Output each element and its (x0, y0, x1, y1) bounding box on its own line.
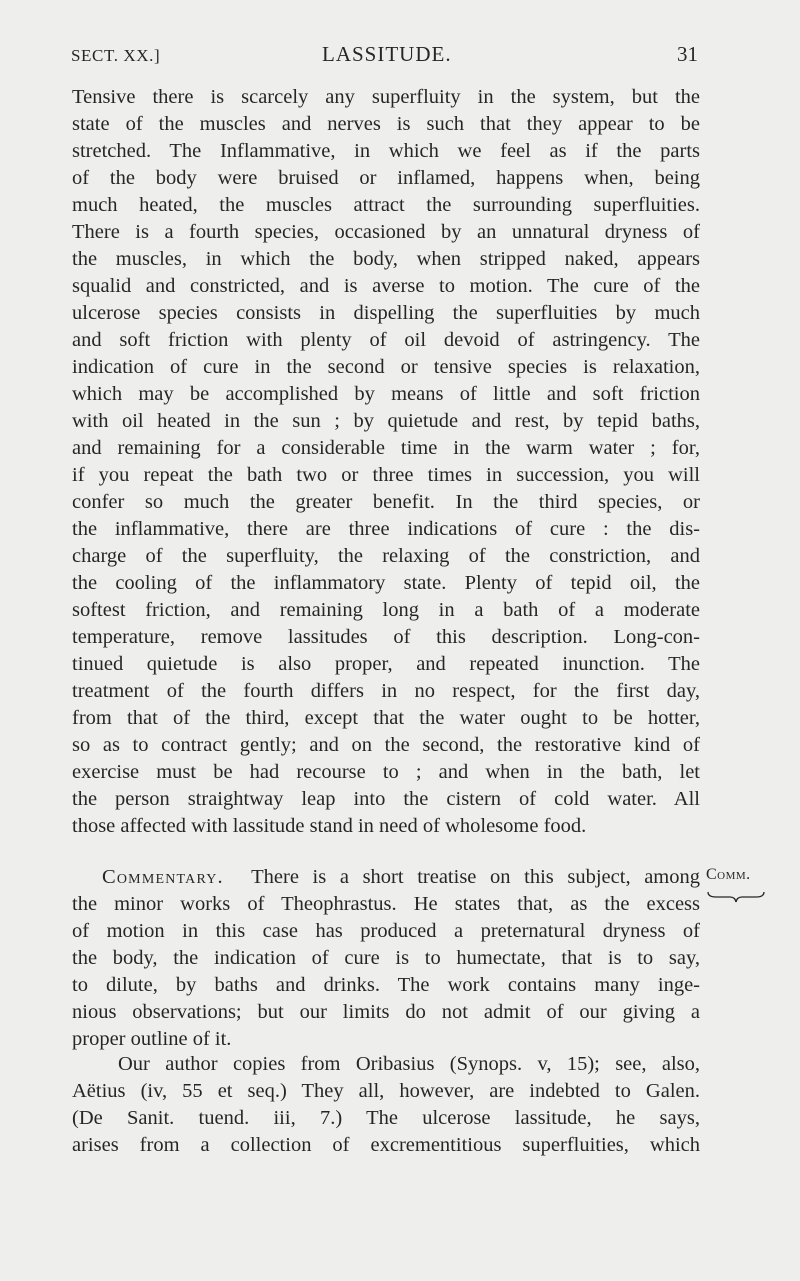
text-line: tinued quietude is also proper, and repeated inunction. The (72, 653, 700, 675)
text-line: and remaining for a considerable time in the warm water ; for, (72, 437, 700, 459)
paragraph-treatment (72, 84, 700, 840)
text-line: confer so much the greater benefit. In the third species, or (72, 491, 700, 513)
paragraph-sources (72, 1051, 700, 1159)
text-line (72, 864, 700, 891)
text-line: to dilute, by baths and drinks. The work contains many inge- (72, 974, 700, 996)
text-line: ulcerose species consists in dispelling the superfluities by much (72, 302, 700, 324)
text-line: and soft friction with plenty of oil devoid of astringency. The (72, 329, 700, 351)
text-line: arises from a collection of excrementitious superfluities, which (72, 1134, 700, 1156)
text-line: temperature, remove lassitudes of this description. Long-con- (72, 626, 700, 648)
running-head (0, 40, 800, 70)
text-line: which may be accomplished by means of little and soft friction (72, 383, 700, 405)
chapter-title: LASSITUDE. (322, 42, 452, 66)
text-line: Our author copies from Oribasius (Synops. v, 15); see, also, (118, 1053, 700, 1075)
text-line: the body, the indication of cure is to humectate, that is to say, (72, 947, 700, 969)
text-line: much heated, the muscles attract the surrounding superfluities. (72, 194, 700, 216)
text-line: Aëtius (iv, 55 et seq.) They all, however, are indebted to Galen. (72, 1080, 700, 1102)
text-line: proper outline of it. (72, 1028, 232, 1050)
text-line: squalid and constricted, and is averse to motion. The cure of the (72, 275, 700, 297)
text-line: so as to contract gently; and on the second, the restorative kind of (72, 734, 700, 756)
text-line: with oil heated in the sun ; by quietude and rest, by tepid baths, (72, 410, 700, 432)
text-line: nious observations; but our limits do not admit of our giving a (72, 1001, 700, 1023)
paragraph-commentary (72, 864, 700, 1053)
text-line: of the body were bruised or inflamed, happens when, being (72, 167, 700, 189)
text-line: stretched. The Inflammative, in which we feel as if the parts (72, 140, 700, 162)
text-line: softest friction, and remaining long in a bath of a moderate (72, 599, 700, 621)
commentary-lead: Commentary. (102, 866, 224, 888)
text-line: (De Sanit. tuend. iii, 7.) The ulcerose lassitude, he says, (72, 1107, 700, 1129)
text-line: from that of the third, except that the water ought to be hotter, (72, 707, 700, 729)
text-line: those affected with lassitude stand in need of wholesome food. (72, 815, 587, 837)
brace-icon (706, 890, 766, 904)
text-line: if you repeat the bath two or three times in succession, you will (72, 464, 700, 486)
text-line: the minor works of Theophrastus. He states that, as the excess (72, 893, 700, 915)
text-line: charge of the superfluity, the relaxing of the constriction, and (72, 545, 700, 567)
text-line: Tensive there is scarcely any superfluity in the system, but the (72, 86, 700, 108)
text-line: of motion in this case has produced a preternatural dryness of (72, 920, 700, 942)
page-number: 31 (677, 42, 698, 66)
text-line: There is a fourth species, occasioned by an unnatural dryness of (72, 221, 700, 243)
text-line: treatment of the fourth differs in no respect, for the first day, (72, 680, 700, 702)
section-label: SECT. XX.] (71, 46, 161, 65)
text-span: There is a short treatise on this subject, among (251, 866, 700, 888)
text-line: state of the muscles and nerves is such that they appear to be (72, 113, 700, 135)
text-line: exercise must be had recourse to ; and when in the bath, let (72, 761, 700, 783)
text-line: the muscles, in which the body, when stripped naked, appears (72, 248, 700, 270)
text-line: indication of cure in the second or tensive species is relaxation, (72, 356, 700, 378)
margin-note: Comm. (706, 866, 751, 883)
text-line: the cooling of the inflammatory state. Plenty of tepid oil, the (72, 572, 700, 594)
text-line: the person straightway leap into the cistern of cold water. All (72, 788, 700, 810)
text-line: the inflammative, there are three indications of cure : the dis- (72, 518, 700, 540)
